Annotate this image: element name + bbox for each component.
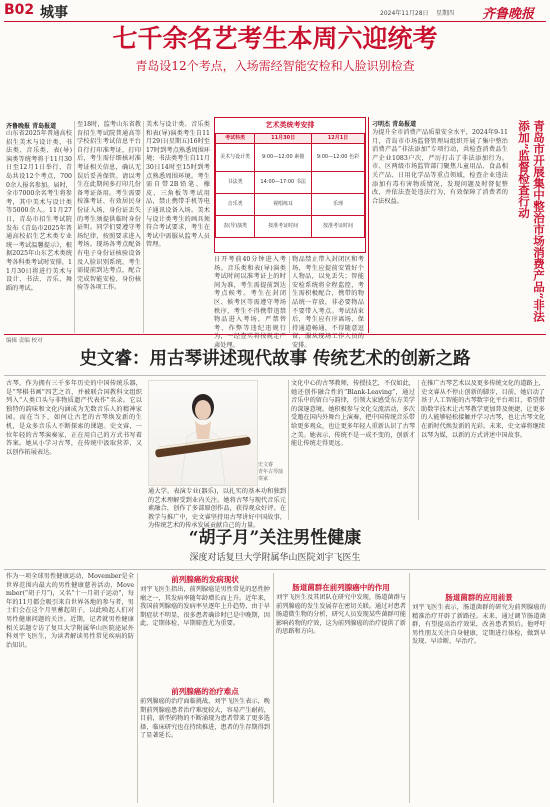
schedule-table [215,133,365,238]
caption-line: 青年古琴演奏家 [258,469,284,482]
health-subheading: 前列腺癌的发病现状 [171,575,239,584]
table-cell: 9:00—12:00 素描 [255,143,312,171]
lead-col1: 山东省2025年普通高校招生美术与设计类、书法类、音乐类、表(导)演类等统考将于11月30日至12月1日举行，青岛共设12个考点，7000余人报名参加。届时，全市7000余名考生将参考，其中美术与设计类等5000余人。11月27日，青岛市招生考试院发布《青岛市2025年普通高校招生艺术类专业统一考试温馨提示》，根据2025年山东艺术类统考各科类考试时安排，11月30日将进行美术与设计、书法、音乐、舞蹈的考试。 [6,130,72,292]
health-col4: 刘宇飞医生及其团队在研究中发现，肠道菌群与前列腺癌的发生发展存在密切关联。通过对患者肠道微生物的分析，研究人员发现某些菌群可能影响药物的疗效，这为前列腺癌的治疗提供了新的思路和方向。 [276,594,406,636]
col-divider [288,380,289,520]
page-number: B02 [4,2,35,18]
table-row [216,171,365,193]
health-subhead: 深度对话复旦大学附属华山医院刘宇飞医生 [189,553,361,563]
issue-weekday: 星期四 [436,10,455,17]
side-byline: 刁明杰 青岛报道 [372,121,417,128]
col-divider [74,121,75,333]
column-header: 考试科类 [216,134,255,144]
col-divider [409,573,410,803]
portrait-illustration [149,381,257,485]
table-cell: 按准考证时间 [255,215,312,237]
table-cell: 表(导)演类 [216,215,255,237]
table-cell: 按准考证时间 [311,215,364,237]
table-cell: 14:00—17:00 书法 [255,171,312,193]
col-divider [289,256,290,333]
issue-date: 2024年11月28日 [380,10,429,17]
health-col3: 前列腺癌的治疗面临挑战，刘宇飞医生表示，晚期前列腺癌患者治疗难度较大，容易产生耐药，目前，新型药物的不断涌现为患者带来了更多选择，临床研究也在持续推进，患者的生存期得到了显著延长。 [140,698,270,740]
portrait-photo [148,380,258,486]
lead-col4: 日开考前40分钟进入考场。音乐类和表(导)演类考试时间以准考证上的时间为准，考生需提前到达考点候考。考生在封闭区、候考区等需遵守考场秩序，考生不得携带违禁物品进入考场，严禁替考、作弊等违纪违规行为，一经查实将按规定严肃处理。 [214,256,286,349]
feature-headline: 史文睿：用古琴讲述现代故事 传统艺术的创新之路 [79,349,471,369]
caption-line: 史文睿 [258,462,274,468]
col-divider [143,121,144,333]
table-cell: 视唱练耳 [255,193,312,215]
lead-headline: 七千余名艺考生本周六迎统考 [112,24,438,53]
table-row [216,143,365,171]
health-rule [4,569,546,570]
health-col1: 作为一项全球男性健康运动，Movember是全世界范围内最大的男性健康慈善活动，Movember(“胡子月”)，又名“十一月胡子运动”，每年的11月都会吸引来自世界各地的参与者，男士们会在这个月里蓄起胡子，以此唤起人们对男性健康问题的关注。近期，记者就男性健康相关话题专访了复旦大学附属华山医院泌尿外科刘宇飞医生，为读者解读男性常见疾病的防治知识。 [6,573,134,649]
col-divider [368,117,369,333]
schedule-title: 艺术类统考安排 [265,120,315,129]
editor-line: 编辑 责编 校对 [6,338,43,344]
schedule-box [214,117,366,253]
column-header: 11月30日 [255,134,312,144]
col-divider [137,573,138,803]
column-header: 12月1日 [311,134,364,144]
lead-col3: 美术与设计类、音乐类和表(导)演类考生自11月29日(星期五)16时至17时到考点熟悉周围环境；书法类考生自11月30日14时至15时到考点熟悉周围环境。考生需自带2B铅笔、橡皮、三角板等考试用品，禁止携带手机等电子通讯设备入场。美术与设计类考生的画具须符合考试要求，考生在考试中需服从监考人员管理。 [146,121,210,249]
page-header [4,2,546,22]
photo-caption [258,462,286,483]
lead-byline: 齐鲁晚报 青岛报道 [6,123,57,130]
table-cell: 9:00—12:00 色彩 [311,143,364,171]
table-cell: 书法类 [216,171,255,193]
side-body: 为提升全市消费产品质量安全水平，2024年9-11月，青岛市市场监督管理局组织开展了集中整治消费产品“非法添加”专项行动，共检查消费品生产企业1083户次，严厉打击了非法添加行为。市、区两级市场监管部门聚焦儿童用品、食品相关产品、日用化学品等重点领域，检查企业违法添加有毒有害物质情况，发现问题及时督促整改，并依法查处违法行为，有效保障了消费者的合法权益。 [372,129,508,205]
health-subheading: 肠道菌群的应用前景 [445,593,513,602]
table-header-row [216,134,365,144]
health-col2: 刘宇飞医生指出，前列腺癌是男性常见的恶性肿瘤之一，其发病率随年龄增长而上升。近年来，我国前列腺癌的发病率呈逐年上升趋势，由于早期症状不明显，很多患者确诊时已是中晚期，因此，定期体检、早期筛查尤为重要。 [140,586,270,628]
section-name: 城事 [40,5,68,21]
feature-col3: 文化中心的古琴教师，传授技艺，不仅如此，她还创作融合性的“Blank-Leaving”，通过音乐中的留白与韵律，引领大家感受东方美学的深邃意境。她积极参与文化交流活动，多次受邀在国内外舞台上演奏，把中国传统音乐带给更多观众，也让更多年轻人重新认识了古琴之美。她表示，传统不是一成不变的，创新才能让传统走得更远。 [291,380,415,448]
health-subheading: 肠道菌群在前列腺癌中的作用 [292,583,390,592]
feature-col2: 通大学，表演专业(器乐)，以扎实的基本功和独到的艺术理解受到业内关注。她将古琴与现代音乐元素融合，创作了多部原创作品，获得观众好评。在教学与推广中，史文睿坚持用古琴讲好中国故事，为传统艺术的传承发展贡献自己的力量。 [148,488,286,530]
brand-logo: 齐鲁晚报 [482,7,535,22]
table-cell: 音乐类 [216,193,255,215]
health-subheading: 前列腺癌的治疗难点 [171,687,239,696]
table-cell [311,171,364,193]
table-row [216,215,365,237]
feature-rule [4,375,546,376]
col-divider [273,573,274,803]
side-headline: 青岛市开展集中整治市场消费产品“非法添加”监督检查行动 [517,120,546,323]
table-row [216,193,365,215]
section-rule [4,334,546,335]
health-col5: 刘宇飞医生表示，肠道菌群的研究为前列腺癌的精准治疗开辟了新路径。未来，通过调节肠道菌群，有望提高治疗效果，改善患者预后。他呼吁男性朋友关注自身健康，定期进行体检，做到早发现、早诊断、早治疗。 [412,604,546,646]
table-cell: 乐理 [311,193,364,215]
lead-subhead: 青岛设12个考点，入场需经智能安检和人脸识别检查 [135,59,415,73]
col-divider [418,380,419,520]
health-headline: “胡子月”关注男性健康 [188,528,362,548]
lead-col5: 物品禁止带入封闭区和考场，考生应提前安置好个人物品，以免丢失；智能安检系统将全程监控，考生需积极配合，携带的物品统一存放，非必要物品不要带入考点。考试结束后，考生应有序离场，保持通道畅通，不得随意逗留，服从现场工作人员的安排。 [292,256,364,349]
feature-col1: 古琴，作为拥有三千多年历史的中国传统乐器，是“琴棋书画”四艺之首，并被联合国教科文组织列入“人类口头与非物质遗产代表作”名录。它以独特的韵味和文化内涵成为无数音乐人的精神家园。而在当下，如何让古老的古琴焕发新的生机，是众多音乐人不断探索的课题。史文睿，一位年轻的古琴演奏家，正在用自己的方式书写着答案。她从小学习古琴，在传统中汲取营养，又以创作拓展表达。 [6,380,142,456]
lead-col2: 至18时，监考山东省教育招生考试院普通高等学校招生考试信息平台自行打印准考证，打印后，考生需仔细核对准考证相关信息，确认无误后妥善保管。请以考生在此期间多打印几份备考证备用。考生需要按准考证、有效居民身份证入场，身份证丢失的考生须提供临时身份证明。同学们要遵守考场纪律，按照要求进入考场。现场各考点配备有电子身份证核验设备及人脸识别系统，考生需提前到达考点，配合完成智能安检、身份核验等各项工作。 [77,121,141,292]
feature-col4: 在推广古琴艺术以及更多传统文化的道路上，史文睿从不停止创新的脚步，目前，她启动了基于人工智能的古琴数字化平台项目，希望借助数字技术让古琴教学更加普及便捷，让更多的人能够轻松接触并学习古琴，也让古琴文化在新时代焕发新的光彩。未来，史文睿将继续以琴为媒，以新的方式讲述中国故事。 [421,380,545,439]
table-cell: 美术与设计类 [216,143,255,171]
